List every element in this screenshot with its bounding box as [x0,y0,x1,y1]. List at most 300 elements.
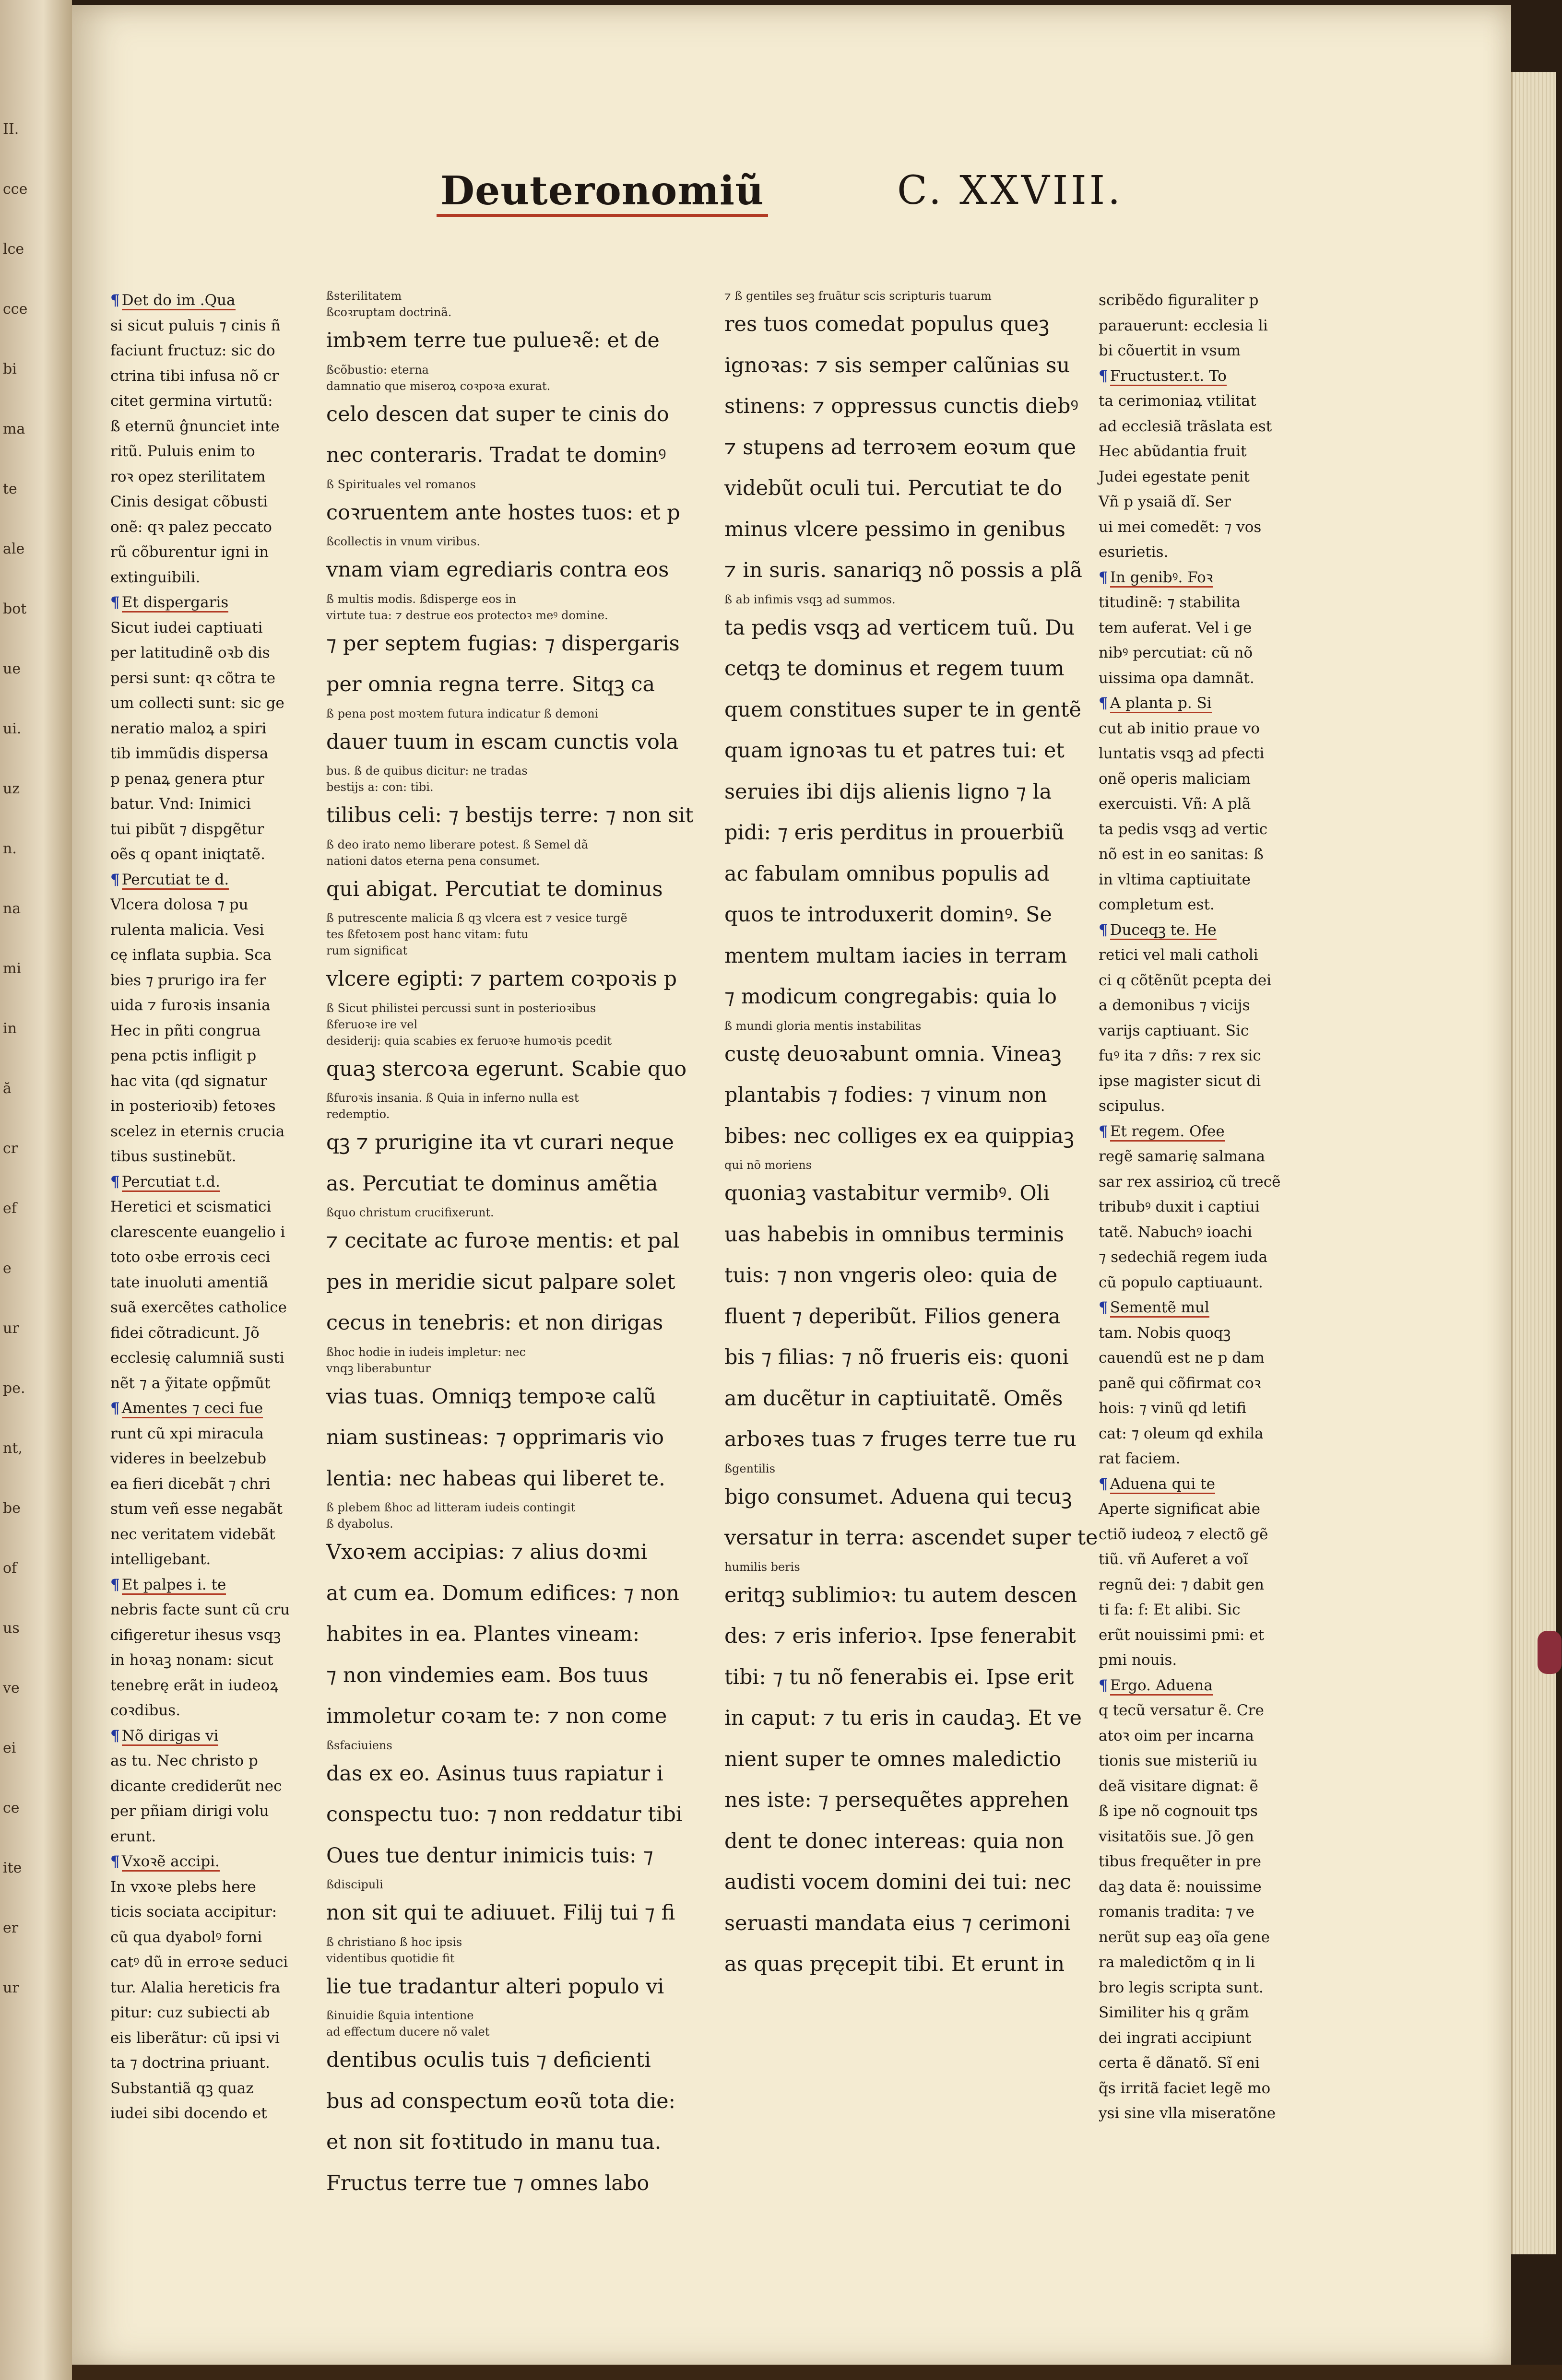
gloss-line [1099,1925,1326,1950]
paragraph-mark-icon: ¶ [1099,367,1108,385]
gloss-line [1099,464,1326,490]
scripture-line: celo descen dat super te cinis do [326,402,669,426]
gloss-line [1099,1446,1326,1472]
interlinear-gloss: ßdiscipuli [326,1878,383,1891]
scripture-line: vlcere egipti: ⁊ partem coꝛpoꝛis p [326,967,677,991]
gloss-line [110,1371,353,1396]
gloss-text: tenebrę erãt in iudeoꝝ [110,1676,279,1694]
gloss-line [110,1547,353,1572]
gloss-line [1099,741,1326,766]
scripture-line: quam ignoꝛas tu et patres tui: et [724,739,1065,763]
gloss-line [1099,2076,1326,2101]
interlinear-gloss: ßsfaciuiens [326,1738,392,1752]
gloss-text: ci q cõtẽnũt pcepta dei [1099,971,1272,989]
gloss-line [1099,1799,1326,1824]
scripture-line: cecus in tenebris: et non dirigas [326,1311,663,1335]
gloss-line [1099,313,1326,339]
gloss-text: atoꝛ oim per incarna [1099,1727,1254,1744]
scripture-line: coꝛruentem ante hostes tuos: et p [326,500,680,525]
gloss-lemma: Amentes ⁊ ceci fue [122,1400,263,1418]
gloss-text: onẽ: qꝛ palez peccato [110,518,272,536]
paragraph-mark-icon: ¶ [110,1400,120,1417]
gloss-text: rũ cõburentur igni in [110,543,269,561]
scripture-line: seruies ibi dijs alienis ligno ⁊ la [724,779,1052,804]
gloss-line [110,1220,353,1245]
gloss-text: regnũ dei: ⁊ dabit gen [1099,1576,1265,1593]
gloss-line [110,565,353,590]
gloss-text: tui pibũt ⁊ dispgẽtur [110,820,264,838]
scripture-line: bis ⁊ filias: ⁊ nõ frueris eis: quoni [724,1345,1069,1369]
gloss-line [110,943,353,968]
gloss-line [110,288,353,313]
scripture-line: ⁊ modicum congregabis: quia lo [724,985,1057,1009]
scripture-line: qꝫ ⁊ prurigine ita vt curari neque [326,1131,674,1155]
scripture-line: quem constitues super te in gentẽ [724,697,1081,722]
gloss-line [1099,414,1326,439]
spine-text-fragment: ur [3,1979,19,1996]
spine-text-fragment: cr [3,1140,18,1157]
gloss-line [110,364,353,389]
running-title-chapter: C. XXVIII. [897,168,1124,213]
gloss-line [1099,565,1326,590]
gloss-text: cauendũ est ne p dam [1099,1349,1265,1367]
gloss-lemma: Percutiat te d. [122,871,229,890]
gloss-text: ritũ. Puluis enim to [110,443,255,460]
gloss-text: hois: ⁊ vinũ qd letifi [1099,1400,1247,1417]
scripture-line: ⁊ cecitate ac furoꝛe mentis: et pal [326,1229,680,1253]
scripture-line: conspectu tuo: ⁊ non reddatur tibi [326,1803,683,1826]
scripture-line: plantabis ⁊ fodies: ⁊ vinum non [724,1083,1047,1107]
interlinear-gloss: ß Sicut philistei percussi sunt in posterioꝛibus [326,1001,596,1015]
scripture-line: ⁊ per septem fugias: ⁊ dispergaris [326,631,680,656]
gloss-text: esurietis. [1099,543,1169,561]
gloss-line [1099,1522,1326,1547]
right-gloss-column [1099,288,1326,2122]
scripture-line: at cum ea. Domum edifices: ⁊ non [326,1581,679,1605]
gloss-line [110,389,353,414]
gloss-line [110,1295,353,1320]
gloss-text: ta ⁊ doctrina priuant. [110,2054,270,2072]
gloss-line [110,968,353,993]
gloss-line [110,1522,353,1547]
scripture-line: qui abigat. Percutiat te dominus [326,877,663,901]
gloss-line [110,414,353,439]
gloss-line [110,1648,353,1673]
gloss-line [110,489,353,515]
interlinear-gloss: damnatio que miseroꝝ coꝛpoꝛa exurat. [326,379,551,393]
spine-text-fragment: ef [3,1200,17,1217]
gloss-text: coꝛdibus. [110,1702,181,1719]
gloss-line [1099,1874,1326,1900]
gloss-text: ß eternũ ĝnunciet inte [110,417,280,435]
gloss-text: Heretici et scismatici [110,1198,272,1215]
gloss-lemma: Aduena qui te [1110,1475,1215,1494]
spine-text-fragment: ă [3,1080,12,1097]
scripture-line: nec conteraris. Tradat te dominꝰ [326,443,666,467]
gloss-text: fidei cõtradicunt. Jõ [110,1324,260,1342]
scripture-line: imbꝛem terre tue pulueꝛẽ: et de [326,329,660,353]
spine-text-fragment: II. [3,121,19,138]
gloss-text: scipulus. [1099,1097,1165,1115]
scripture-line: ignoꝛas: ⁊ sis semper calũnias su [724,353,1070,377]
gloss-line [110,1018,353,1044]
gloss-line [110,1245,353,1270]
gloss-text: in hoꝛaꝫ nonam: sicut [110,1651,273,1669]
gloss-line [1099,1547,1326,1572]
gloss-line [1099,1698,1326,1723]
gloss-text: exercuisti. Vñ: A plã [1099,795,1251,813]
gloss-line [1099,918,1326,943]
gloss-text: sar rex assirioꝝ cũ trecẽ [1099,1173,1281,1190]
spine-text-fragment: ve [3,1680,20,1697]
gloss-text: Sicut iudei captiuati [110,619,263,636]
gloss-line [1099,2026,1326,2051]
gloss-line [110,1572,353,1598]
gloss-line [1099,1018,1326,1044]
gloss-text: nibꝰ percutiat: cũ nõ [1099,644,1253,661]
gloss-line [110,1043,353,1069]
gloss-text: batur. Vnd: Inimici [110,795,251,813]
spine-text-fragment: na [3,900,21,917]
gloss-lemma: Vxoꝛẽ accipi. [122,1853,220,1872]
gloss-line [110,515,353,540]
gloss-line [110,1950,353,1975]
gloss-line [1099,439,1326,464]
gloss-text: ctiõ iudeoꝝ ⁊ electõ gẽ [1099,1525,1268,1543]
scripture-line: Vxoꝛem accipias: ⁊ alius doꝛmi [326,1540,648,1564]
gloss-lemma: Et palpes i. te [122,1576,226,1595]
gloss-line [1099,1723,1326,1749]
gloss-line [1099,993,1326,1018]
gloss-line [1099,1597,1326,1623]
gloss-text: p penaꝝ genera ptur [110,770,264,788]
paragraph-mark-icon: ¶ [1099,1475,1108,1493]
book-page [72,5,1511,2369]
gloss-text: dei ingrati accipiunt [1099,2029,1252,2047]
gloss-lemma: Nõ dirigas vi [122,1727,219,1746]
spine-text-fragment: ur [3,1320,19,1337]
gloss-line [110,540,353,565]
gloss-text: nec veritatem videbãt [110,1525,275,1543]
gloss-line [1099,943,1326,968]
gloss-line [110,1144,353,1169]
gloss-text: ta pedis vsqꝫ ad vertic [1099,820,1268,838]
gloss-line [110,842,353,867]
interlinear-gloss: ad effectum ducere nõ valet [326,2025,490,2038]
scripture-line: Fructus terre tue ⁊ omnes labo [326,2171,650,2195]
scripture-line: tuis: ⁊ non vngeris oleo: quia de [724,1263,1058,1287]
gloss-text: tribubꝰ duxit i captiui [1099,1198,1260,1215]
interlinear-gloss: ßhoc hodie in iudeis impletur: nec [326,1345,526,1359]
gloss-line [110,615,353,641]
gloss-text: romanis tradita: ⁊ ve [1099,1903,1254,1920]
gloss-text: cę inflata supbia. Sca [110,946,272,964]
gloss-text: extinguibili. [110,568,201,586]
gloss-line [110,1094,353,1119]
gloss-text: luntatis vsqꝫ ad pfecti [1099,745,1265,762]
interlinear-gloss: ßinuidie ßquia intentione [326,2009,474,2022]
gloss-line [110,691,353,716]
gloss-text: eis liberãtur: cũ ipsi vi [110,2029,280,2047]
scripture-line: dent te donec intereas: quia non [724,1829,1064,1853]
gloss-line [1099,842,1326,867]
gloss-text: tibus frequẽter in pre [1099,1853,1261,1870]
spine-text-fragment: of [3,1560,17,1577]
gloss-line [1099,817,1326,842]
gloss-line [1099,590,1326,615]
gloss-line [110,1799,353,1824]
gloss-line [1099,766,1326,792]
scripture-line: tilibus celi: ⁊ bestijs terre: ⁊ non sit [326,803,694,827]
interlinear-gloss: ßquo christum crucifixerunt. [326,1206,494,1219]
gloss-text: cut ab initio praue vo [1099,719,1260,737]
gloss-line [1099,1396,1326,1421]
gloss-line [110,2026,353,2051]
bookmark-ribbon[interactable] [1538,1631,1562,1674]
gloss-text: deã visitare dignat: ẽ [1099,1777,1258,1795]
interlinear-gloss: ßfuroꝛis insania. ß Quia in inferno nulla est [326,1091,579,1105]
spine-text-fragment: lce [3,241,24,258]
spine-text-fragment: e [3,1260,12,1277]
interlinear-gloss: ßsterilitatem [326,289,402,303]
gloss-text: intelligebant. [110,1551,211,1568]
interlinear-gloss: ß christiano ß hoc ipsis [326,1935,462,1949]
gloss-text: daꝫ data ẽ: nouissime [1099,1878,1262,1896]
gloss-line [110,1270,353,1296]
gloss-text: Substantiã qꝫ quaz [110,2079,254,2097]
gloss-text: clarescente euangelio i [110,1223,285,1241]
scripture-line: quaꝫ stercoꝛa egerunt. Scabie quo [326,1057,687,1081]
scripture-line: as. Percutiat te dominus amẽtia [326,1171,658,1196]
gloss-line [1099,1094,1326,1119]
gloss-text: cat: ⁊ oleum qd exhila [1099,1425,1264,1442]
scripture-line: Oues tue dentur inimicis tuis: ⁊ [326,1843,653,1868]
gloss-lemma: Det do im .Qua [122,292,236,310]
interlinear-gloss: ß mundi gloria mentis instabilitas [724,1019,922,1033]
gloss-text: nerũt sup eaꝫ oĩa gene [1099,1928,1270,1946]
gloss-text: hac vita (qd signatur [110,1072,267,1090]
main-text-column-left [326,288,710,2195]
scripture-line: eritqꝫ sublimioꝛ: tu autem descen [724,1583,1077,1607]
binding-bottom [72,2365,1562,2380]
gloss-text: panẽ qui cõfirmat coꝛ [1099,1374,1261,1392]
gloss-line [1099,288,1326,313]
gloss-line [110,791,353,817]
gloss-line [110,313,353,339]
gloss-line [110,993,353,1018]
spine-text-fragment: ma [3,421,25,437]
gloss-line [110,1446,353,1472]
scripture-line: minus vlcere pessimo in genibus [724,517,1065,542]
gloss-text: cũ qua dyabolꝰ forni [110,1928,262,1946]
gloss-line [1099,2101,1326,2126]
scripture-line: niam sustineas: ⁊ opprimaris vio [326,1426,664,1449]
interlinear-gloss: redemptio. [326,1108,390,1121]
gloss-lemma: In genibꝰ. Foꝛ [1110,569,1213,588]
gloss-line [110,2050,353,2076]
gloss-line [1099,1748,1326,1774]
gloss-text: runt cũ xpi miracula [110,1425,264,1442]
spine-text-fragment: ce [3,1800,20,1816]
interlinear-gloss: desiderij: quia scabies ex feruoꝛe humoꝛis pcedit [326,1034,612,1048]
scripture-line: des: ⁊ eris inferioꝛ. Ipse fenerabit [724,1624,1076,1648]
gloss-text: nẽt ⁊ a ỹitate opp̃mũt [110,1374,271,1392]
gloss-line [1099,640,1326,666]
gloss-line [1099,540,1326,565]
gloss-text: uissima opa damnãt. [1099,669,1254,687]
scripture-line: custę deuoꝛabunt omnia. Vineaꝫ [724,1042,1062,1066]
gloss-text: ctrina tibi infusa nõ cr [110,367,279,385]
gloss-text: iudei sibi docendo et [110,2105,267,2122]
left-page-spine-fragment [0,0,72,2380]
gloss-text: Hec abũdantia fruit [1099,443,1247,460]
gloss-line [1099,1572,1326,1598]
gloss-text: q tecũ versatur ẽ. Cre [1099,1702,1264,1719]
interlinear-gloss: nationi datos eterna pena consumet. [326,854,540,868]
gloss-line [1099,1774,1326,1799]
gloss-text: Vlcera dolosa ⁊ pu [110,896,248,913]
interlinear-gloss: videntibus quotidie fit [326,1951,455,1965]
gloss-line [110,666,353,691]
gloss-text: scribẽdo figuraliter p [1099,292,1259,309]
gloss-text: persi sunt: qꝛ cõtra te [110,669,276,687]
spine-text-fragment: ale [3,541,25,557]
gloss-text: ysi sine vlla miseratõne [1099,2105,1276,2122]
spine-text-fragment: te [3,481,17,497]
gloss-text: ipse magister sicut di [1099,1072,1261,1090]
gloss-text: cũ populo captiuaunt. [1099,1273,1263,1291]
interlinear-gloss: ßferuoꝛe ire vel [326,1017,418,1031]
gloss-line [110,766,353,792]
gloss-line [1099,1371,1326,1396]
gloss-text: Cinis desigat cõbusti [110,493,268,510]
gloss-line [110,1069,353,1094]
scripture-line: non sit qui te adiuuet. Filij tui ⁊ fi [326,1901,675,1925]
gloss-line [1099,1623,1326,1648]
scripture-line: dauer tuum in escam cunctis vola [326,730,679,754]
spine-text-fragment: ue [3,660,21,677]
gloss-line [110,1774,353,1799]
scripture-line: quoniaꝫ vastabitur vermibꝰ. Oli [724,1181,1050,1205]
gloss-text: tate inuoluti amentiã [110,1273,269,1291]
spine-text-fragment: pe. [3,1380,25,1397]
paragraph-mark-icon: ¶ [110,1727,120,1744]
gloss-text: tib immũdis dispersa [110,745,269,762]
gloss-text: completum est. [1099,896,1215,913]
gloss-line [110,1194,353,1220]
gloss-line [1099,1496,1326,1522]
gloss-line [110,716,353,742]
spine-text-fragment: ite [3,1860,22,1876]
gloss-line [110,1698,353,1723]
scripture-line: mentem multam iacies in terram [724,943,1067,968]
scripture-line: tibi: ⁊ tu nõ fenerabis ei. Ipse erit [724,1665,1074,1689]
paragraph-mark-icon: ¶ [110,871,120,888]
gloss-text: tiũ. vñ Auferet a voĩ [1099,1551,1248,1568]
gloss-text: citet germina virtutũ: [110,392,273,410]
gloss-text: In vxoꝛe plebs here [110,1878,256,1896]
gloss-line [110,1169,353,1195]
gloss-line [110,439,353,464]
gloss-line [1099,892,1326,918]
interlinear-gloss: ß plebem ßhoc ad litteram iudeis contingit [326,1501,576,1514]
gloss-line [110,1899,353,1925]
interlinear-gloss: ß dyabolus. [326,1517,393,1531]
scripture-line: pidi: ⁊ eris perditus in prouerbiũ [724,821,1065,845]
gloss-line [110,2101,353,2126]
interlinear-gloss: ßcoꝛruptam doctrinã. [326,306,452,319]
gloss-line [110,1623,353,1648]
scripture-line: ac fabulam omnibus populis ad [724,861,1050,886]
gloss-line [110,1849,353,1874]
gloss-text: ⁊ sedechiã regem iuda [1099,1249,1268,1266]
interlinear-gloss: qui nõ moriens [724,1158,812,1172]
scripture-line: uas habebis in omnibus terminis [724,1222,1064,1247]
gloss-line [1099,2050,1326,2076]
scripture-line: pes in meridie sicut palpare solet [326,1270,675,1294]
interlinear-gloss: ß multis modis. ßdisperge eos in [326,592,516,606]
gloss-text: Aperte significat abie [1099,1500,1261,1518]
gloss-text: uida ⁊ furoꝛis insania [110,997,271,1014]
scripture-line: ⁊ in suris. sanariqꝫ nõ possis a plã [724,558,1082,582]
gloss-text: ad ecclesiã trãslata est [1099,417,1272,435]
spine-text-fragment: bot [3,601,27,617]
gloss-text: ticis sociata accipitur: [110,1903,277,1920]
gloss-text: Similiter his q grãm [1099,2004,1249,2021]
gloss-text: tam. Nobis quoqꝫ [1099,1324,1231,1342]
gloss-text: in posterioꝛib) fetoꝛes [110,1097,276,1115]
gloss-lemma: Sementẽ mul [1110,1299,1209,1318]
scripture-line: as quas pręcepit tibi. Et erunt in [724,1952,1065,1976]
scripture-line: ⁊ stupens ad terroꝛem eoꝛum que [724,435,1077,460]
gloss-text: varijs captiuant. Sic [1099,1022,1249,1039]
spine-text-fragment: ui. [3,720,22,737]
interlinear-gloss: tes ßfetoꝛem post hanc vitam: futu [326,928,529,941]
paragraph-mark-icon: ¶ [110,1173,120,1190]
gloss-line [1099,1043,1326,1069]
spine-text-fragment: cce [3,181,28,198]
scripture-line: am ducẽtur in captiuitatẽ. Omẽs [724,1386,1063,1411]
paragraph-mark-icon: ¶ [1099,1676,1108,1694]
gloss-text: tatẽ. Nabuchꝰ ioachi [1099,1223,1253,1241]
interlinear-gloss: ßcõbustio: eterna [326,363,429,377]
gloss-line [1099,1119,1326,1144]
gloss-text: stum veñ esse negabãt [110,1500,283,1518]
gloss-text: neratio maloꝝ a spiri [110,719,267,737]
gloss-line [1099,867,1326,893]
paragraph-mark-icon: ¶ [110,594,120,611]
gloss-line [110,867,353,893]
spine-text-fragment: n. [3,840,17,857]
gloss-line [110,1119,353,1144]
gloss-line [1099,1849,1326,1874]
paragraph-mark-icon: ¶ [1099,1122,1108,1140]
scripture-line: vias tuas. Omniqꝫ tempoꝛe calũ [326,1384,656,1409]
spine-text-fragment: nt, [3,1440,23,1457]
gloss-line [1099,1169,1326,1195]
gloss-lemma: Fructuster.t. To [1110,367,1227,386]
gloss-text: per pñiam dirigi volu [110,1803,269,1820]
gloss-line [1099,364,1326,389]
scripture-line: habites in ea. Plantes vineam: [326,1622,640,1646]
scripture-line: et non sit foꝛtitudo in manu tua. [326,2130,662,2154]
scripture-line: cetqꝫ te dominus et regem tuum [724,657,1065,681]
scripture-line: stinens: ⁊ oppressus cunctis diebꝰ [724,394,1078,418]
gloss-text: certa ẽ dãnatõ. Sĩ eni [1099,2054,1260,2072]
paragraph-mark-icon: ¶ [110,1576,120,1593]
gloss-line [1099,1472,1326,1497]
interlinear-gloss: bus. ß de quibus dicitur: ne tradas [326,764,528,778]
